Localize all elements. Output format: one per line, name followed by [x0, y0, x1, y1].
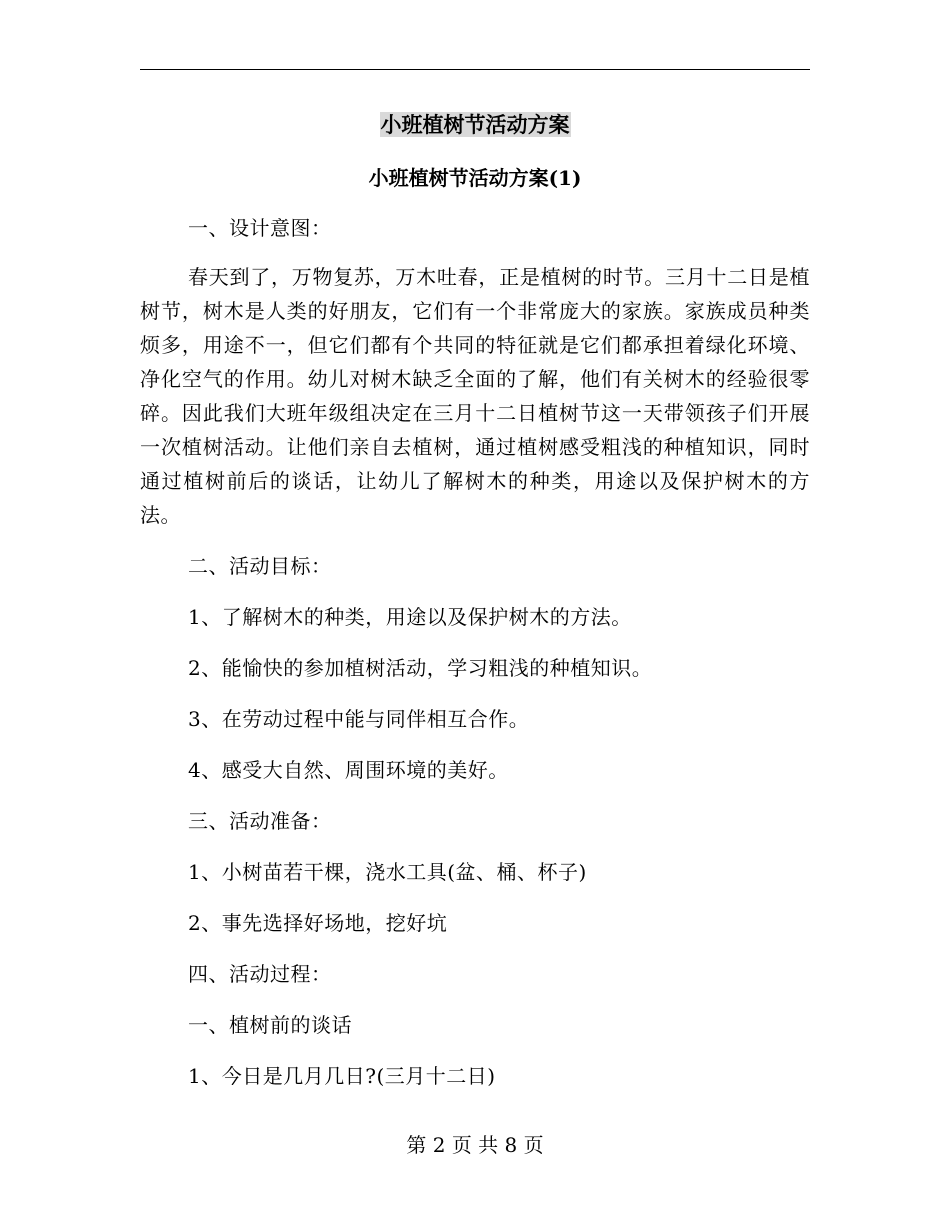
- process-item-1: 1、今日是几月几日?(三月十二日): [188, 1064, 496, 1088]
- goal-item-1: 1、了解树木的种类，用途以及保护树木的方法。: [188, 605, 632, 629]
- document-title: [140, 108, 810, 142]
- goal-item-3: 3、在劳动过程中能与同伴相互合作。: [188, 707, 530, 731]
- goal-item-2: 2、能愉快的参加植树活动，学习粗浅的种植知识。: [188, 656, 653, 680]
- document-body: [140, 108, 810, 1093]
- process-subheading: 一、植树前的谈话: [188, 1013, 352, 1037]
- goal-item-4: 4、感受大自然、周围环境的美好。: [188, 758, 509, 782]
- heading-design-intent: 一、设计意图：: [188, 216, 332, 240]
- section-title: 小班植树节活动方案(1): [368, 166, 582, 190]
- prep-item-2: 2、事先选择好场地，挖好坑: [188, 911, 448, 935]
- heading-activity-goals: 二、活动目标：: [188, 554, 332, 578]
- prep-item-1: 1、小树苗若干棵，浇水工具(盆、桶、杯子): [188, 860, 587, 884]
- document-title-text: 小班植树节活动方案: [380, 112, 570, 137]
- paragraph-design-intent: 春天到了，万物复苏，万木吐春，正是植树的时节。三月十二日是植树节，树木是人类的好朋友，它们有一个非常庞大的家族。家族成员种类烦多，用途不一，但它们都有个共同的特征就是它们都承担着绿化环境、净化空气的作用。幼儿对树木缺乏全面的了解，他们有关树木的经验很零碎。因此我们大班年级组决定在三月十二日植树节这一天带领孩子们开展一次植树活动。让他们亲自去植树，通过植树感受粗浅的种植知识，同时通过植树前后的谈话，让幼儿了解树木的种类，用途以及保护树木的方法。: [140, 265, 810, 527]
- heading-activity-prep: 三、活动准备：: [188, 809, 332, 833]
- heading-activity-process: 四、活动过程：: [188, 962, 332, 986]
- page-number: 第 2 页 共 8 页: [406, 1133, 544, 1157]
- header-rule: [140, 69, 810, 70]
